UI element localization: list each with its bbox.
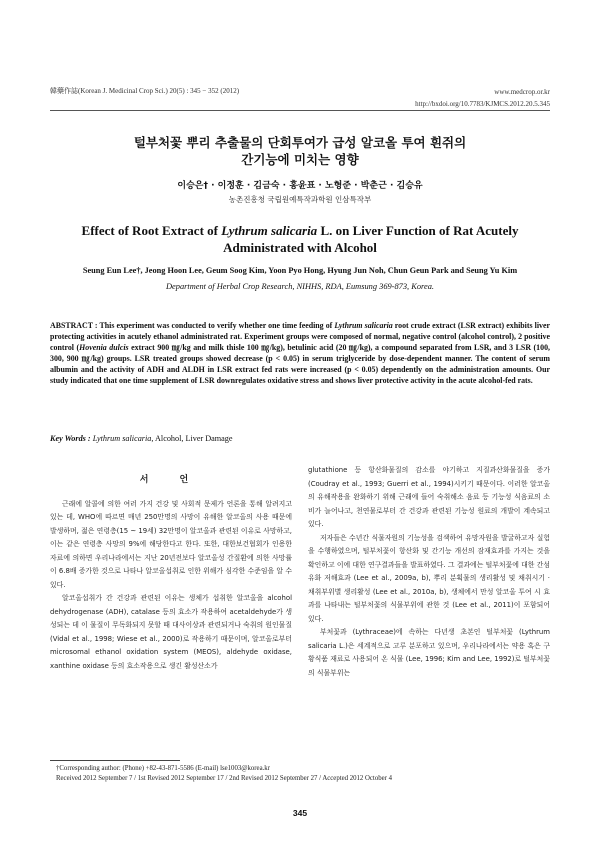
korean-title (60, 134, 540, 168)
journal-website[interactable]: www.medcrop.or.kr (494, 88, 550, 96)
abstract: ABSTRACT : This experiment was conducted to verify whether one time feeding of Lythrum salicaria root crude extract (LSR extract) exhibits liver protecting activities in acutely ethanol administrated rat. Experiment groups were composed of normal, negative control (alcohol control), 2 positive control (Hovenia dulcis extract 900 ㎎/kg and milk thisle 100 ㎎/kg), betulinic acid (20 ㎎/kg), a compound separated from LSR, and 3 LSR (100, 300, 900 ㎎/kg) groups. LSR treated groups showed decrease (p < 0.05) in serum triglyceride by dose-dependent manner. The content of serum albumin and the activity of ADH and ALDH in LSR extract fed rats were increased (p < 0.05) dependently on the administration amounts. Our study indicated that one time supplement of LSR downregulates oxidative stress and shows liver protective activity in the acute alcohol-fed rats. (50, 321, 550, 385)
page-number: 345 (292, 808, 308, 818)
journal-citation: 韓藥作誌(Korean J. Medicinal Crop Sci.) 20(5) : 345 − 352 (2012) (50, 87, 240, 95)
abstract-label: ABSTRACT : (50, 321, 100, 330)
corresponding-author: †Corresponding author: (Phone) +82-43-871-5586 (E-mail) lse1003@korea.kr (56, 765, 270, 772)
body-column-right (308, 464, 550, 680)
english-title-line1: Effect of Root Extract of Lythrum salicaria L. on Liver Function of Rat Acutely (81, 223, 519, 238)
paragraph: 근래에 알콜에 의한 여러 가지 건강 및 사회적 문제가 언론을 통해 알려지고 있는 데, WHO에 따르면 매년 250만명의 사망이 유해한 알코올의 사용 때문에 발생하며, 젊은 연령층(15 ~ 19세) 32만명이 알코올과 관련된 이유로 사망하고, 이는 같은 연령층 사망의 9%에 해당한다고 한다. 또한, 대한보건협회가 인용한 자료에 의하면 우리나라에서는 지난 20년전보다 알코올성 간질환에 의한 사망률이 6.8배 증가한 것으로 나타나 알코올섭취로 인한 위해가 심각한 수준임을 알 수 있다. (50, 499, 292, 589)
keywords-label: Key Words : (50, 434, 93, 443)
manuscript-dates: Received 2012 September 7 / 1st Revised 2012 September 17 / 2nd Revised 2012 September 27 / Accepted 2012 October 4 (56, 775, 392, 782)
korean-title-line2: 간기능에 미치는 영향 (241, 152, 359, 167)
paragraph: 저자들은 수년간 식물자원의 기능성을 검색하여 유망자원을 발굴하고자 실험을 수행하였으며, 털부처꽃이 항산화 및 간기능 개선의 잠재효과를 가지는 것을 확인하고 이에 대한 연구결과들을 발표하였다. 그 결과에는 털부처꽃에 대한 간섬유화 저해효과 (Lee et al., 2009a, b), 뿌리 분획물의 생리활성 및 채취시기 · 채취부위별 생리활성 (Lee et al., 2010a, b), 생체에서 만성 알코올 투여 시 효과를 나타내는 털부처꽃의 식물부위에 관한 것 (Lee et al., 2011)이 포함되어 있다. (308, 533, 550, 623)
english-title-line2: Administrated with Alcohol (223, 240, 377, 255)
footnote-divider (50, 760, 180, 761)
korean-authors: 이승은† · 이정훈 · 김금숙 · 홍윤표 · 노형준 · 박춘근 · 김승유 (177, 181, 423, 191)
korean-affiliation: 농촌진흥청 국립원예특작과학원 인삼특작부 (228, 195, 372, 204)
footnote (56, 764, 550, 784)
section-heading-introduction: 서 언 (139, 475, 203, 485)
english-authors: Seung Eun Lee†, Jeong Hoon Lee, Geum Soog Kim, Yoon Pyo Hong, Hyung Jun Noh, Chun Geun Park and Seung Yu Kim (82, 266, 518, 275)
english-affiliation: Department of Herbal Crop Research, NIHHS, RDA, Eumsung 369-873, Korea. (166, 282, 434, 291)
body-column-left (50, 460, 292, 673)
korean-title-line1: 털부처꽃 뿌리 추출물의 단회투여가 급성 알코올 투여 흰쥐의 (133, 135, 467, 150)
paragraph: 알코올섭취가 간 건강과 관련된 이유는 생체가 섭취한 알코올을 alcohol dehydrogenase (ADH), catalase 등의 효소가 작용하여 acetaldehyde가 생성되는 데 이 물질이 무독화되지 못할 때 대사이상과 관련되거나 숙취의 원인물질 (Vidal et al., 1998; Wiese et al., 2000)로 작용하기 때문이며, 알코올로부터 microsomal ethanol oxidation system (MEOS), aldehyde oxidase, xanthine oxidase 등의 효소작용으로 생긴 활성산소가 (50, 594, 292, 670)
paragraph: 부처꽃과 (Lythraceae)에 속하는 다년생 초본인 털부처꽃 (Lythrum salicaria L.)은 세계적으로 고루 분포하고 있으며, 우리나라에서는 약용 혹은 구황식품 재료로 사용되어 온 식물 (Lee, 1996; Kim and Lee, 1992)로 털부처꽃의 식물부위는 (308, 628, 550, 677)
paragraph: glutathione 등 항산화물질의 감소를 야기하고 지질과산화물질을 증가 (Coudray et al., 1993; Guerri et al., 1994)시키기 때문이다. 이러한 알코올의 유해작용을 완화하기 위해 근래에 들어 숙취해소 음료 등 기능성 식음료의 소비가 늘어나고, 천연물로부터 간 건강과 관련된 기능성 원료의 개발이 계속되고 있다. (308, 466, 550, 528)
article-doi[interactable]: http://bxdoi.org/10.7783/KJMCS.2012.20.5.345 (415, 100, 550, 108)
english-title (60, 222, 540, 256)
header-divider (50, 110, 550, 111)
journal-links (415, 86, 550, 110)
keywords: Key Words : Lythrum salicaria, Alcohol, Liver Damage (50, 434, 233, 443)
